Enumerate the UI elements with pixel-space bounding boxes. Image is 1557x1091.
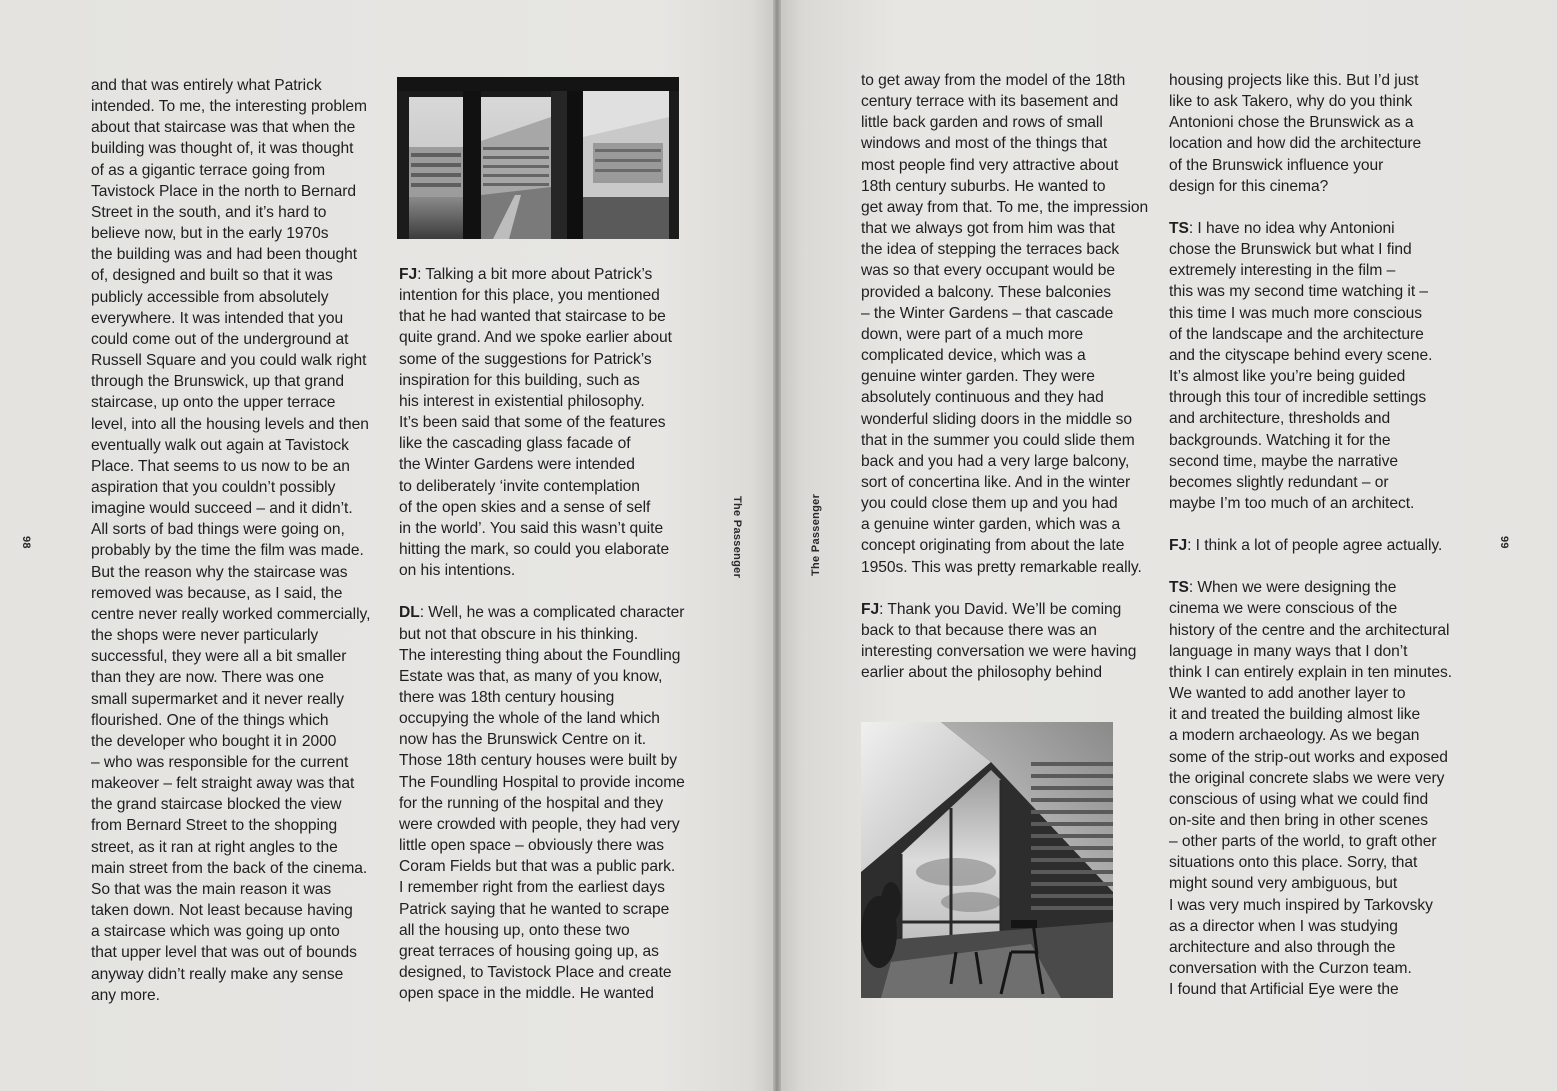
photo-winter-garden-balcony bbox=[861, 722, 1113, 998]
paragraph-text: : Talking a bit more about Patrick’s intention for this place, you mentioned that he had wanted that staircase to be quite grand. And we spoke earlier about some of the suggestions for Patrick’s inspiration for this building, such as his interest in existential philosophy. It’s been said that some of the features like the cascading glass facade of the Winter Gardens were intended to deliberately ‘invite contemplation of the open skies and a sense of self in the world’. You said this wasn’t quite hitting the mark, so could you elaborate on his intentions. bbox=[399, 266, 672, 580]
running-head-left: The Passenger bbox=[731, 496, 743, 579]
left-column-2 bbox=[399, 264, 699, 1004]
right-column-1 bbox=[861, 70, 1161, 683]
paragraph-text: : I have no idea why Antonioni chose the Brunswick but what I find extremely interesting in the film – this was my second time watching it – this time I was much more conscious of the landscape and the architecture and the cityscape behind every scene. It’s almost like you’re being guided through this tour of incredible settings and architecture, thresholds and backgrounds. Watching it for the second time, maybe the narrative becomes slightly redundant – or maybe I’m too much of an architect. bbox=[1169, 219, 1433, 512]
paragraph-ts bbox=[1169, 577, 1469, 1000]
photo-brunswick-terraces-through-columns bbox=[397, 77, 679, 239]
paragraph-text: : Well, he was a complicated character but not that obscure in his thinking. The interesting thing about the Foundling Estate was that, as many of you know, there was 18th century housing occupying the whole of the land which now has the Brunswick Centre on it. Those 18th century houses were built by The Foundling Hospital to provide income for the running of the hospital and they were crowded with people, they had very little open space – obviously there was Coram Fields but that was a public park. I remember right from the earliest days Patrick saying that he wanted to scrape all the housing up, onto these two great terraces of housing going up, as designed, to Tavistock Place and create open space in the middle. He wanted bbox=[399, 604, 685, 1003]
paragraph-fj bbox=[1169, 535, 1469, 556]
paragraph: and that was entirely what Patrick intended. To me, the interesting problem about that staircase was that when the building was thought of, it was thought of as a gigantic terrace going from Tavistock Place in the north to Bernard Street in the south, and it’s hard to believe now, but in the early 1970s the building was and had been thought of, designed and built so that it was publicly accessible from absolutely everywhere. It was intended that you could come out of the underground at Russell Square and you could walk right through the Brunswick, up that grand staircase, up onto the upper terrace level, into all the housing levels and then eventually walk out again at Tavistock Place. That seems to us now to be an aspiration that you couldn’t possibly imagine would succeed – and it didn’t. All sorts of bad things were going on, probably by the time the film was made. But the reason why the staircase was removed was because, as I said, the centre never really worked commercially, the shops were never particularly successful, they were all a bit smaller than they are now. There was one small supermarket and it never really flourished. One of the things which the developer who bought it in 2000 – who was responsible for the current makeover – felt straight away was that the grand staircase blocked the view from Bernard Street to the shopping street, as it ran at right angles to the main street from the back of the cinema. So that was the main reason it was taken down. Not least because having a staircase which was going up onto that upper level that was out of bounds anyway didn’t really make any sense any more. bbox=[91, 77, 371, 1004]
paragraph: housing projects like this. But I’d just like to ask Takero, why do you think Antonioni chose the Brunswick as a location and how did the architecture of the Brunswick influence your design for this cinema? bbox=[1169, 72, 1422, 195]
right-column-2 bbox=[1169, 70, 1469, 1000]
speaker-initials: FJ bbox=[861, 600, 880, 618]
photo-winter-garden-image bbox=[861, 722, 1113, 998]
photo-brunswick-terraces-image bbox=[397, 77, 679, 239]
paragraph-dl bbox=[399, 602, 699, 1004]
paragraph-text: : When we were designing the cinema we were conscious of the history of the centre and the architectural language in many ways that I don’t think I can entirely explain in ten minutes. We wanted to add another layer to it and treated the building almost like a modern archaeology. As we began some of the strip-out works and exposed the original concrete slabs we were very conscious of using what we could find on-site and then bring in other scenes – other parts of the world, to graft other situations onto this place. Sorry, that might sound very ambiguous, but I was very much inspired by Tarkovsky as a director when I was studying architecture and also through the conversation with the Curzon team. I found that Artificial Eye were the bbox=[1169, 579, 1452, 999]
paragraph-ts bbox=[1169, 218, 1469, 514]
running-head-right: The Passenger bbox=[810, 493, 822, 576]
paragraph-text: : Thank you David. We’ll be coming back to that because there was an interesting conversation we were having earlier about the philosophy behind bbox=[861, 600, 1137, 682]
paragraph-fj bbox=[861, 599, 1161, 684]
speaker-initials: DL bbox=[399, 604, 420, 622]
page-number-right: 99 bbox=[1498, 536, 1510, 549]
speaker-initials: FJ bbox=[399, 266, 418, 283]
speaker-initials: TS bbox=[1169, 219, 1189, 237]
paragraph-fj bbox=[399, 264, 699, 581]
speaker-initials: TS bbox=[1169, 579, 1189, 597]
paragraph: to get away from the model of the 18th century terrace with its basement and little back garden and rows of small windows and most of the things that most people find very attractive about 18th century suburbs. He wanted to get away from that. To me, the impression that we always got from him was that the idea of stepping the terraces back was so that every occupant would be provided a balcony. These balconies – the Winter Gardens – that cascade down, were part of a much more complicated device, which was a genuine winter garden. They were absolutely continuous and they had wonderful sliding doors in the middle so that in the summer you could slide them back and you had a very large balcony, sort of concertina like. And in the winter you could close them up and you had a genuine winter garden, which was a concept originating from about the late 1950s. This was pretty remarkable really. bbox=[861, 72, 1149, 576]
book-gutter bbox=[773, 0, 781, 1091]
page-number-left: 98 bbox=[20, 536, 32, 549]
left-column-1 bbox=[91, 75, 391, 1006]
speaker-initials: FJ bbox=[1169, 537, 1188, 555]
paragraph-text: : I think a lot of people agree actually. bbox=[1187, 537, 1443, 555]
